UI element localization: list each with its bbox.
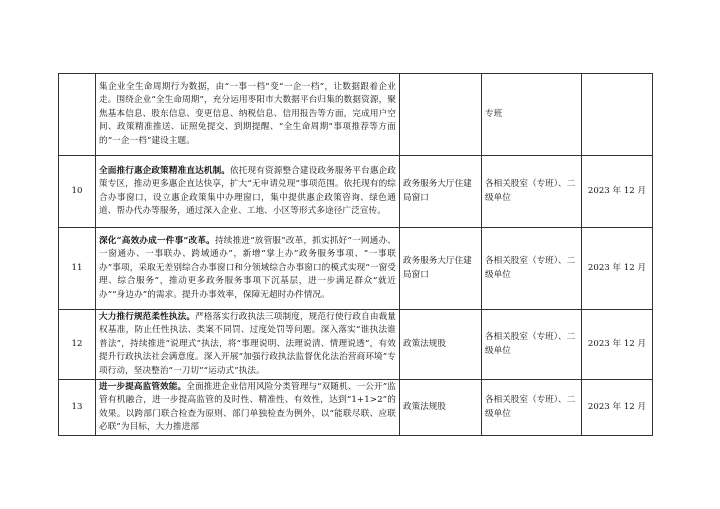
task-description (96, 74, 400, 156)
table-row (59, 310, 653, 380)
responsible-unit: 各相关股室（专班）、二级单位 (482, 156, 582, 228)
row-number (59, 74, 96, 156)
lead-unit: 政务服务大厅住建局窗口 (400, 156, 482, 228)
lead-unit: 政策法规股 (400, 310, 482, 380)
task-text: 严格落实行政执法三项制度，规范行使行政自由裁量权基准，防止任性执法、类案不同罚、过度处罚等问题。深入落实“谁执法谁普法”，持续推进“说理式”执法，将“事理说明、法理说清、情理说透”，有效提升行政执法社会满意度。深入开展“加强行政执法监督优化法治营商环境”专项行动，坚决整治“一刀切”“运动式”执法。 (99, 311, 396, 376)
responsible-unit: 各相关股室（专班）、二级单位 (482, 228, 582, 310)
task-table (58, 73, 653, 436)
task-highlight: 深化“高效办成一件事”改革。 (99, 235, 215, 246)
task-description (96, 156, 400, 228)
task-highlight: 大力推行规范柔性执法。 (99, 311, 196, 322)
task-description (96, 310, 400, 380)
responsible-unit: 各相关股室（专班）、二级单位 (482, 380, 582, 436)
task-text: 集企业全生命周期行为数据，由“一事一档”变“一企一档”，让数据跟着企业走。围绕企业“全生命周期”，充分运用枣阳市大数据平台归集的数据资源，聚焦基本信息、股东信息、变更信息、纳税信息、信用报告等方面，完成用户空间、政策精准推送、证照免提交、到期提醒、“全生命周期”事项推荐等方面的“一企一档”建设主题。 (99, 81, 396, 146)
task-text: 持续推进“放管服”改革，抓实抓好“一网通办、一窗通办、一事联办、跨域通办”，新增“掌上办”政务服务事项、“一事联办”事项，采取无差别综合办事窗口和分领域综合办事窗口的模式实现“一窗受理、综合服务”，推动更多政务服务事项下沉基层，进一步满足群众“就近办”“身边办”的需求。提升办事效率，保障无超时办件情况。 (99, 235, 396, 300)
row-number: 12 (59, 310, 96, 380)
task-text: 依托现有资源整合建设政务服务平台惠企政策专区，推动更多惠企直达快享，扩大“无申请兑现”事项范围。依托现有的综合办事窗口，设立惠企政策集中办理窗口，集中提供惠企政策咨询、绿色通道、帮办代办等服务，通过深入企业、工地、小区等形式多途径广泛宣传。 (99, 165, 396, 216)
table-row (59, 74, 653, 156)
table-row (59, 380, 653, 436)
task-description (96, 228, 400, 310)
row-number: 13 (59, 380, 96, 436)
deadline: 2023 年 12 月 (582, 156, 653, 228)
task-highlight: 进一步提高监管效能。 (99, 381, 187, 392)
row-number: 11 (59, 228, 96, 310)
lead-unit (400, 74, 482, 156)
task-highlight: 全面推行惠企政策精准直达机制。 (99, 165, 231, 176)
table-row (59, 228, 653, 310)
deadline (582, 74, 653, 156)
row-number: 10 (59, 156, 96, 228)
task-text: 全面推进企业信用风险分类管理与“双随机、一公开”监管有机融合，进一步提高监管的及时性、精准性、有效性，达到“1+1>2”的效果。以跨部门联合检查为原则、部门单独检查为例外，以“能联尽联、应联必联”为目标，大力推进部 (99, 381, 396, 432)
deadline: 2023 年 12 月 (582, 228, 653, 310)
responsible-unit: 专班 (482, 74, 582, 156)
lead-unit: 政务服务大厅住建局窗口 (400, 228, 482, 310)
table-row (59, 156, 653, 228)
deadline: 2023 年 12 月 (582, 380, 653, 436)
deadline: 2023 年 12 月 (582, 310, 653, 380)
lead-unit: 政策法规股 (400, 380, 482, 436)
task-description (96, 380, 400, 436)
responsible-unit: 各相关股室（专班）、二级单位 (482, 310, 582, 380)
